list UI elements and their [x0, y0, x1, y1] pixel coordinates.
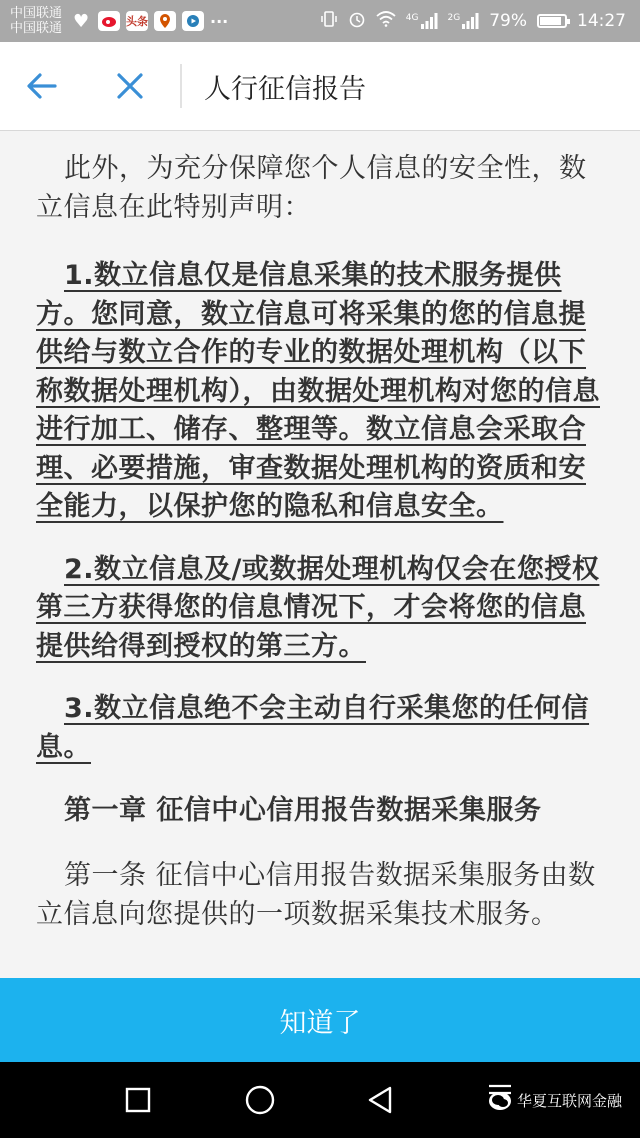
more-notifications-icon: ···	[210, 11, 229, 31]
triangle-back-icon	[366, 1085, 394, 1115]
carrier-label-1: 中国联通	[10, 6, 63, 21]
health-icon: ♥	[72, 10, 90, 32]
nav-divider	[180, 64, 182, 108]
square-icon	[124, 1086, 152, 1114]
battery-percent: 79%	[489, 11, 527, 31]
toutiao-icon: 头条	[126, 11, 148, 31]
home-button[interactable]	[242, 1082, 278, 1118]
chapter-heading: 第一章 征信中心信用报告数据采集服务	[64, 795, 542, 826]
circle-icon	[244, 1084, 276, 1116]
video-app-icon	[182, 11, 204, 31]
page-title: 人行征信报告	[204, 73, 366, 105]
got-it-button[interactable]: 知道了	[0, 978, 640, 1062]
status-bar	[0, 0, 640, 42]
watermark-text: 华夏互联网金融	[516, 1092, 622, 1110]
signal-2g-icon	[448, 13, 480, 29]
close-button[interactable]	[100, 56, 160, 116]
system-status	[320, 10, 626, 32]
back-button[interactable]	[12, 56, 72, 116]
agreement-text	[0, 131, 640, 934]
signal-4g-label: 4G	[405, 13, 419, 23]
vibrate-icon	[320, 10, 338, 32]
signal-2g-label: 2G	[447, 13, 461, 23]
recent-apps-button[interactable]	[120, 1082, 156, 1118]
back-arrow-icon	[26, 72, 58, 100]
wifi-icon	[376, 11, 396, 31]
weibo-icon	[98, 11, 120, 31]
agreement-content[interactable]	[0, 131, 640, 978]
battery-icon	[537, 14, 567, 28]
carrier-label-2: 中国联通	[10, 21, 63, 36]
clock: 14:27	[577, 11, 626, 31]
system-back-button[interactable]	[362, 1082, 398, 1118]
watermark	[489, 1090, 622, 1111]
alarm-icon	[348, 10, 366, 32]
intro-paragraph: 此外，为充分保障您个人信息的安全性，数立信息在此特别声明：	[36, 153, 587, 223]
battery-fill	[540, 17, 561, 25]
carrier-info	[10, 6, 62, 36]
wechat-logo-icon	[489, 1092, 511, 1110]
maps-icon	[154, 11, 176, 31]
close-icon	[116, 72, 144, 100]
clause-2: 2.数立信息及/或数据处理机构仅会在您授权第三方获得您的信息情况下，才会将您的信息提供给得到授权的第三方。	[36, 553, 600, 662]
article-1: 第一条 征信中心信用报告数据采集服务由数立信息向您提供的一项数据采集技术服务。	[36, 860, 596, 930]
clause-3: 3.数立信息绝不会主动自行采集您的任何信息。	[36, 693, 590, 763]
navigation-bar	[0, 42, 640, 131]
signal-4g-icon	[406, 13, 438, 29]
system-navigation-bar	[0, 1062, 640, 1138]
notification-icons	[70, 11, 228, 31]
clause-1: 1.数立信息仅是信息采集的技术服务提供方。您同意，数立信息可将采集的您的信息提供给与数立合作的专业的数据处理机构（以下称数据处理机构），由数据处理机构对您的信息进行加工、储存、整理等。数立信息会采取合理、必要措施，审查数据处理机构的资质和安全能力，以保护您的隐私和信息安全。	[36, 260, 600, 522]
